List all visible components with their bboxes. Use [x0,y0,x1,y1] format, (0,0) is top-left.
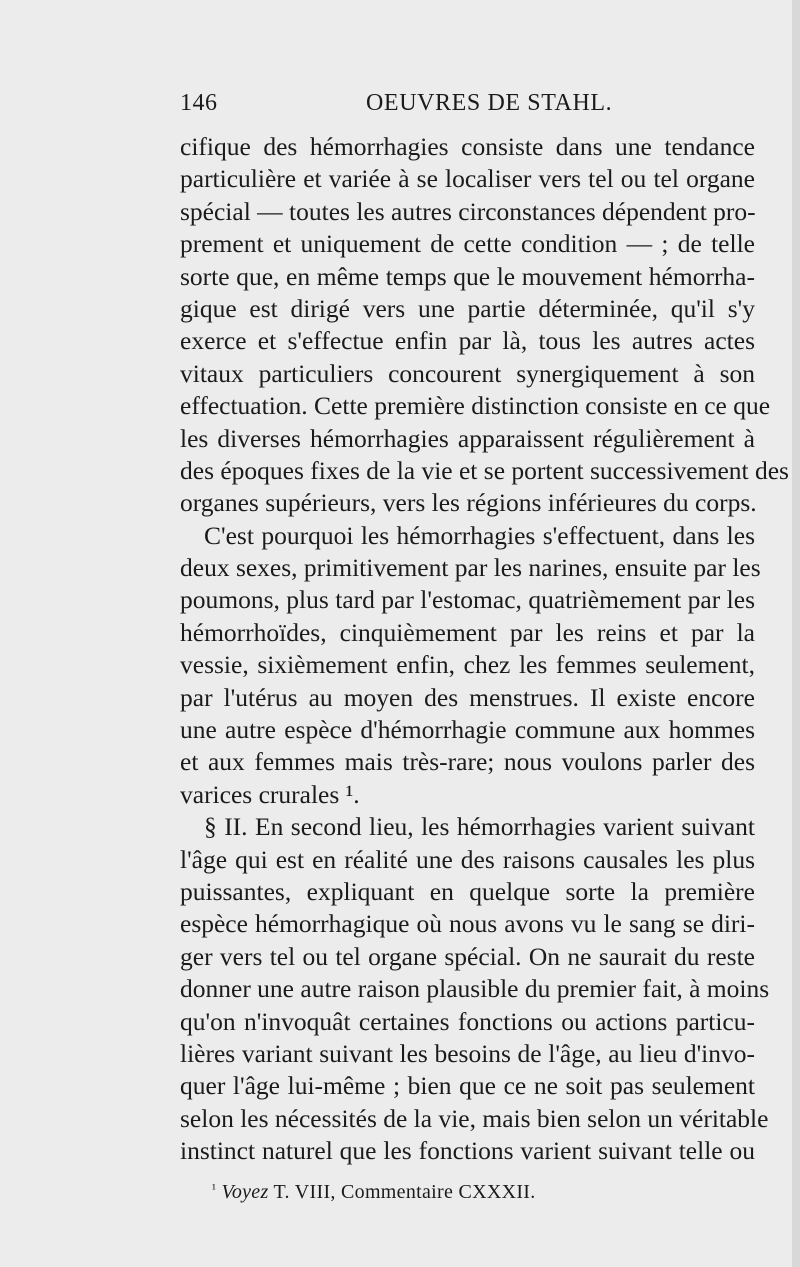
text-line-20: et aux femmes mais très-rare; nous voulons parler des [180,747,755,777]
page-header [180,90,755,130]
text-line-5: sorte que, en même temps que le mouvement hémorrha- [180,261,755,291]
text-line-17: vessie, sixièmement enfin, chez les femmes seulement, [180,650,755,680]
text-line-15: poumons, plus tard par l'estomac, quatrièmement par les [180,585,755,615]
text-line-16: hémorrhoïdes, cinquièmement par les reins et par la [180,617,755,647]
text-line-32: instinct naturel que les fonctions varient suivant telle ou [180,1136,755,1166]
text-line-3: spécial — toutes les autres circonstances dépendent pro- [180,196,756,226]
text-line-4: prement et uniquement de cette condition — ; de telle [180,229,755,259]
text-line-13: C'est pourquoi les hémorrhagies s'effectuent, dans les [204,520,755,550]
text-line-6: gique est dirigé vers une partie déterminée, qu'il s'y [180,293,755,323]
text-line-31: selon les nécessités de la vie, mais bien selon un véritable [180,1103,769,1133]
text-line-27: donner une autre raison plausible du premier fait, à moins [180,974,770,1004]
text-line-22: § II. En second lieu, les hémorrhagies varient suivant [204,812,755,842]
text-line-11: des époques fixes de la vie et se portent successivement des [180,455,789,485]
page-number: 146 [180,90,218,116]
page-edge [792,0,800,1267]
footnote [212,1181,536,1204]
body-text [180,131,789,1168]
text-line-2: particulière et variée à se localiser vers tel ou tel organe [180,164,755,194]
text-line-23: l'âge qui est en réalité une des raisons causales les plus [180,844,755,874]
text-line-18: par l'utérus au moyen des menstrues. Il existe encore [180,682,755,712]
text-line-14: deux sexes, primitivement par les narines, ensuite par les [180,553,761,583]
text-line-10: les diverses hémorrhagies apparaissent régulièrement à [180,423,755,453]
text-line-25: espèce hémorrhagique où nous avons vu le sang se diri- [180,909,755,939]
text-line-7: exerce et s'effectue enfin par là, tous les autres actes [180,326,755,356]
text-line-26: ger vers tel ou tel organe spécial. On ne saurait du reste [180,941,755,971]
text-line-12: organes supérieurs, vers les régions inférieures du corps. [180,488,757,518]
footnote-reference: T. VIII, Commentaire CXXXII. [273,1181,536,1203]
text-line-8: vitaux particuliers concourent synergiquement à son [180,358,755,388]
text-line-1: cifique des hémorrhagies consiste dans une tendance [180,132,755,161]
text-line-24: puissantes, expliquant en quelque sorte la première [180,876,755,906]
text-line-28: qu'on n'invoquât certaines fonctions ou actions particu- [180,1006,755,1036]
text-line-29: lières variant suivant les besoins de l'âge, au lieu d'invo- [180,1038,755,1068]
text-line-21: varices crurales ¹. [180,779,360,809]
text-line-9: effectuation. Cette première distinction consiste en ce que [180,391,771,421]
text-line-30: quer l'âge lui-même ; bien que ce ne soit pas seulement [180,1071,755,1101]
running-title: OEUVRES DE STAHL. [366,90,613,116]
footnote-marker: ¹ [212,1181,217,1196]
text-line-19: une autre espèce d'hémorrhagie commune aux hommes [180,715,755,745]
footnote-voyez: Voyez [221,1181,269,1203]
